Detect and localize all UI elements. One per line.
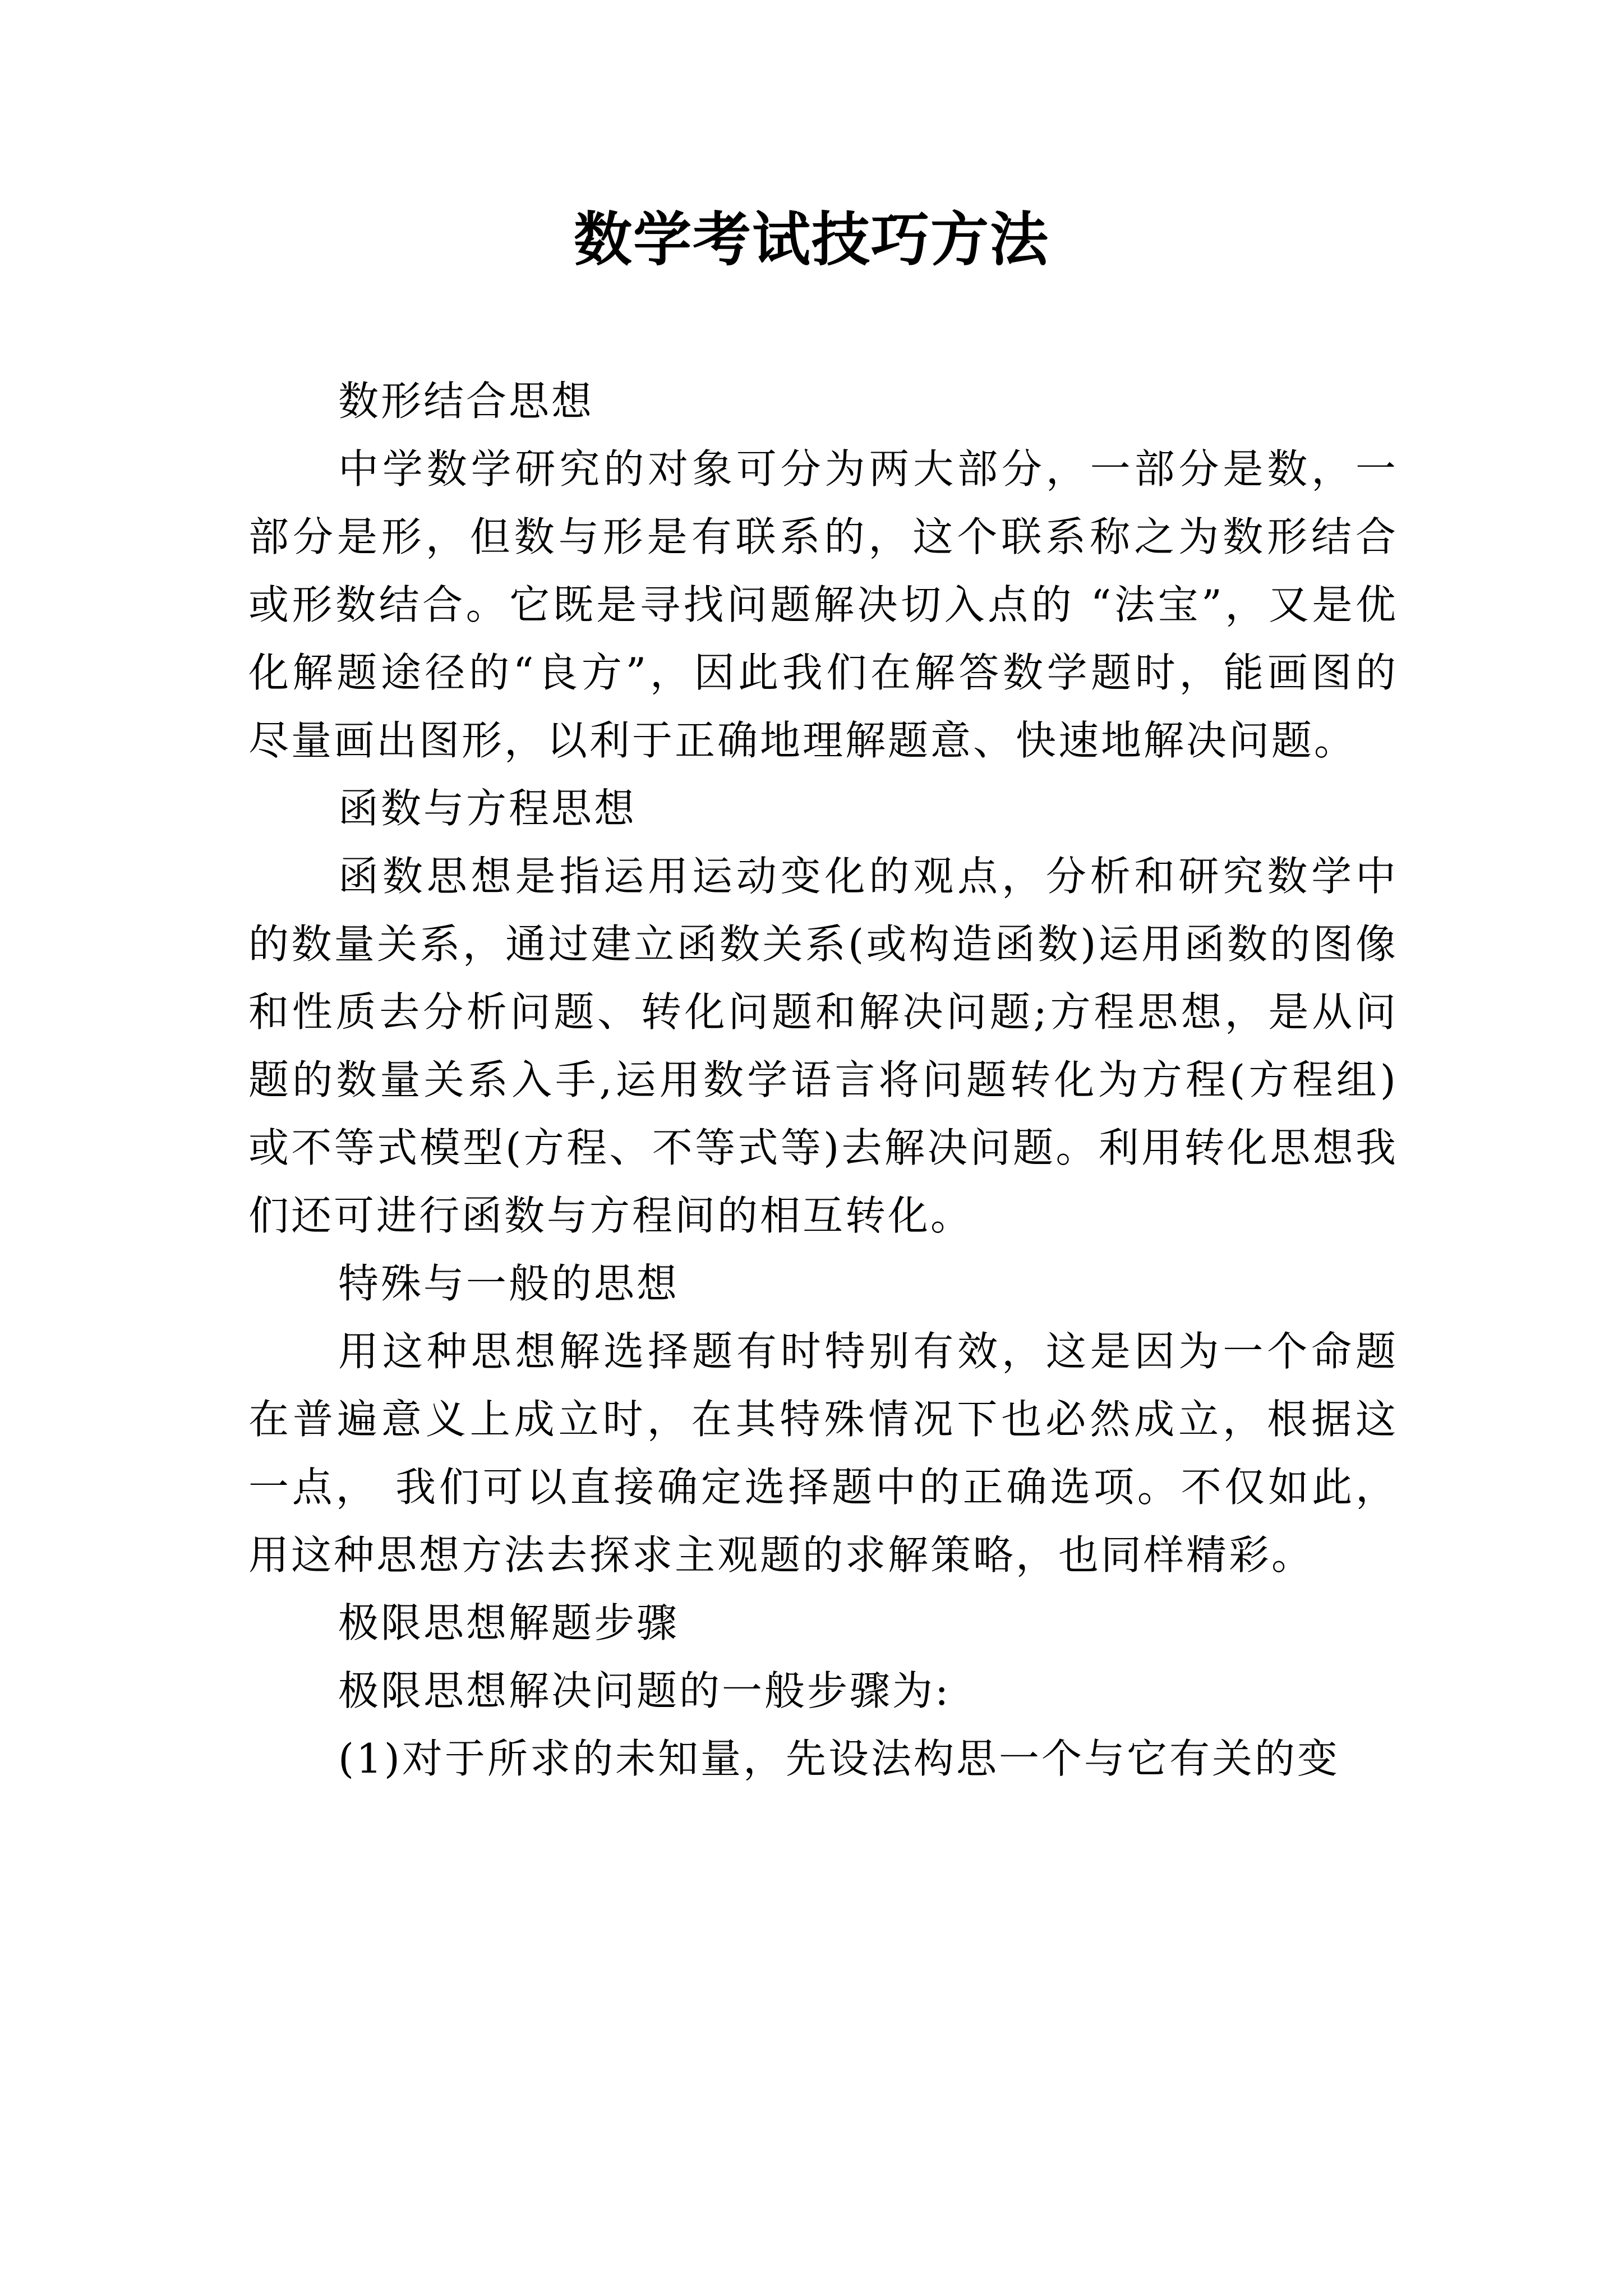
paragraph-jixian-intro: 极限思想解决问题的一般步骤为: (338, 1667, 951, 1714)
section-heading-teshu: 特殊与一般的思想 (338, 1260, 680, 1307)
section-heading-shuxing: 数形结合思想 (338, 378, 594, 425)
section-heading-hanshu: 函数与方程思想 (338, 785, 637, 832)
paragraph-hanshu: 函数思想是指运用运动变化的观点，分析和研究数学中的数量关系，通过建立函数关系(或构造函数)运用函数的图像和性质去分析问题、转化问题和解决问题;方程思想，是从问题的数量关系入手,运用数学语言将问题转化为方程(方程组)或不等式模型(方程、不等式等)去解决问题。利用转化思想我们还可进行函数与方程间的相互转化。 (248, 853, 1398, 1239)
paragraph-teshu: 用这种思想解选择题有时特别有效，这是因为一个命题在普遍意义上成立时，在其特殊情况下也必然成立，根据这一点， 我们可以直接确定选择题中的正确选项。不仅如此，用这种思想方法去探求主观题的求解策略，也同样精彩。 (248, 1328, 1398, 1579)
document-body (248, 367, 1398, 1793)
paragraph-jixian-step1: (1)对于所求的未知量，先设法构思一个与它有关的变 (338, 1735, 1340, 1782)
paragraph-shuxing: 中学数学研究的对象可分为两大部分，一部分是数，一部分是形，但数与形是有联系的，这个联系称之为数形结合或形数结合。它既是寻找问题解决切入点的 “法宝”，又是优化解题途径的“良方”，因此我们在解答数学题时，能画图的尽量画出图形，以利于正确地理解题意、快速地解决问题。 (248, 445, 1398, 764)
section-heading-jixian: 极限思想解题步骤 (338, 1599, 680, 1646)
page-title: 数学考试技巧方法 (573, 205, 1049, 274)
